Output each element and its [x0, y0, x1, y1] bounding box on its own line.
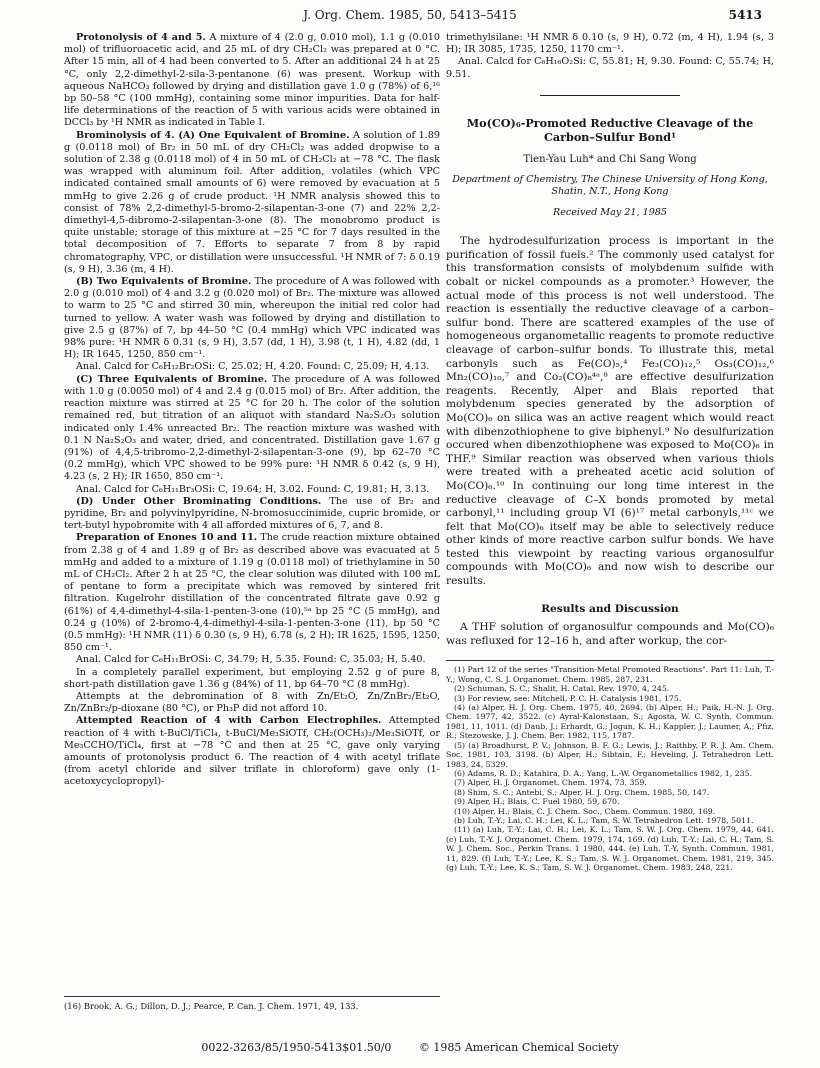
left-paragraph: (B) Two Equivalents of Bromine. The procedure of A was followed with 2.0 g (0.010 mol) of 4 and 3.2 g (0.020 mol) of Br₂. The mixture was allowed to warm to 25 °C and stirred 30 min, whereupon the initial red color had turned to yellow. A water wash was followed by drying and distillation to give 2.5 g (87%) of 7, bp 44–50 °C (0.4 mmHg) which VPC indicated was 98% pure: ¹H NMR δ 0.31 (s, 9 H), 3.57 (dd, 1 H), 3.98 (t, 1 H), 4.82 (dd, 1 H); IR 1645, 1250, 850 cm⁻¹. [64, 276, 440, 361]
page-number: 5413 [728, 8, 762, 22]
footnote: (9) Alper, H.; Blais, C. Fuel 1980, 59, 670. [454, 797, 620, 807]
article-body [446, 235, 774, 648]
footnote: (8) Shim, S. C.; Antebi, S.; Alper, H. J. Org. Chem. 1985, 50, 147. [454, 787, 710, 797]
footnote: (3) For review, see: Mitchell, P. C. H. Catalysis 1981, 175. [454, 693, 682, 703]
left-column [64, 32, 440, 789]
left-paragraph: Protonolysis of 4 and 5. A mixture of 4 (2.0 g, 0.010 mol), 1.1 g (0.010 mol) of trifluoroacetic acid, and 25 mL of dry CH₂Cl₂ was prepared at 0 °C. After 15 min, all of 4 had been converted to 5. After an additional 24 h at 25 °C, only 2,2-dimethyl-2-sila-3-pentanone (6) was present. Workup with aqueous NaHCO₃ followed by drying and distillation gave 1.0 g (78%) of 6,¹⁶ bp 50–58 °C (100 mmHg), containing some minor impurities. Data for half-life determinations of the reaction of 5 with various acids were obtained in DCCl₃ by ¹H NMR as indicated in Table I. [64, 32, 441, 129]
issn-code: 0022-3263/85/1950-5413$01.50/0 [201, 1041, 392, 1054]
right-column [446, 32, 774, 872]
footnote-divider [446, 660, 774, 661]
journal-citation: J. Org. Chem. 1985, 50, 5413–5415 [303, 8, 517, 22]
left-paragraph: (D) Under Other Brominating Conditions. The use of Br₂ and pyridine, Br₂ and polyvinylpyridine, N-bromosuccinimide, cupric bromide, or tert-butyl hypobromite with 4 all afforded mixtures of 6, 7, and 8. [64, 495, 440, 532]
page-header [0, 8, 820, 28]
section-divider [540, 95, 680, 96]
footnote: (4) (a) Alper, H. J. Org. Chem. 1975, 40, 2694. (b) Alper, H.; Paik, H.-N. J. Org. Chem. 1977, 42, 3522. (c) Ayral-Kalonstaan, S.; Agosta, W. C. Synth. Commun. 1981, 11, 1011. (d) Daub, J.; Erhardt, G.; Jogun, K. H.; Kappler, J.; Laumer, A.; Pfiz, R.; Stezowske, J. J. Chem. Ber. 1982, 115, 1787. [446, 703, 774, 741]
article-affiliation: Department of Chemistry, The Chinese University of Hong Kong, Shatin, N.T., Hong Kong [452, 174, 768, 198]
left-paragraph: Attempted Reaction of 4 with Carbon Electrophiles. Attempted reaction of 4 with t-BuCl/TiCl₄, t-BuCl/Me₃SiOTf, CH₂(OCH₃)₂/Me₃SiOTf, or Me₃CCHO/TiCl₄, first at −78 °C and then at 25 °C, gave only varying amounts of protonolysis product 6. The reaction of 4 with acetyl triflate (from acetyl chloride and silver triflate in chloroform) gave only (1-acetoxycyclopropyl)- [64, 715, 440, 788]
footnote: (5) (a) Broadhurst, P. V.; Johnson, B. F. G.; Lewis, J.; Raithby, P. R. J. Am. Chem. Soc. 1981, 103, 3198. (b) Alper, H.; Sibtain, F.; Heveling, J. Tetrahedron Lett. 1983, 24, 5329. [446, 740, 774, 769]
left-paragraph: Anal. Calcd for C₆H₁₁BrOSi: C, 34.79; H, 5.35. Found: C, 35.03; H, 5.40. [76, 654, 426, 666]
left-paragraph: (C) Three Equivalents of Bromine. The procedure of A was followed with 1.0 g (0.0050 mol) of 4 and 2.4 g (0.015 mol) of Br₂. After addition, the reaction mixture was stirred at 25 °C for 20 h. The color of the solution remained red, but titration of an aliquot with standard Na₂S₂O₃ solution indicated only 1.4% unreacted Br₂. The reaction mixture was washed with 0.1 N Na₂S₂O₃ and water, dried, and concentrated. Distillation gave 1.67 g (91%) of 4,4,5-tribromo-2,2-dimethyl-2-silapentan-3-one (9), bp 62–70 °C (0.2 mmHg), which VPC showed to be 99% pure: ¹H NMR δ 0.42 (s, 9 H), 4.23 (s, 2 H); IR 1650, 850 cm⁻¹. [64, 373, 440, 483]
results-paragraph: A THF solution of organosulfur compounds and Mo(CO)₆ was refluxed for 12–16 h, and after workup, the cor- [446, 621, 774, 647]
article-authors: Tien-Yau Luh* and Chi Sang Wong [523, 153, 697, 165]
footnote: (1) Part 12 of the series "Transition-Metal Promoted Reactions". Part 11: Luh, T.-Y.; Wong, C. S. J. Organomet. Chem. 1985, 287, 231. [446, 665, 774, 684]
intro-paragraph: The hydrodesulfurization process is important in the purification of fossil fuels.² The commonly used catalyst for this transformation consists of molybdenum sulfide with cobalt or nickel compounds as a promoter.³ However, the actual mode of this process is not well understood. The reaction is essentially the reductive cleavage of a carbon–sulfur bond. There are scattered examples of the use of homogeneous organometallic reagents to promote reductive cleavage of carbon–sulfur bonds. To illustrate this, metal carbonyls such as Fe(CO)₅,⁴ Fe₃(CO)₁₂,⁵ Os₃(CO)₁₂,⁶ Mn₂(CO)₁₀,⁷ and Co₂(CO)₈⁴ᵃ,⁸ are effective desulfurization reagents. Recently, Alper and Blais reported that molybdenum species generated by the adsorption of Mo(CO)₆ on silica was an active reagent which would react with dibenzothiophene to give biphenyl.⁹ No desulfurization occured when dibenzothiophene was exposed to Mo(CO)₆ in THF.⁹ Similar reaction was observed when various thiols were treated with a preheated acetic acid solution of Mo(CO)₆.¹⁰ In continuing our long time interest in the reductive cleavage of C–X bonds promoted by metal carbonyl,¹¹ including group VI (6)¹⁷ metal carbonyls,¹¹ᶜ we felt that Mo(CO)₆ itself may be able to selectively reduce other kinds of more reactive carbon sulfur bonds. We have tested this viewpoint by reacting various organosulfur compounds with Mo(CO)₆ and now wish to describe our results. [446, 235, 774, 588]
section-heading: Results and Discussion [541, 602, 679, 615]
footnote: (7) Alper, H. J. Organomet. Chem. 1974, 73, 359. [454, 778, 647, 788]
footnotes [446, 665, 774, 872]
footnote: (11) (a) Luh, T.-Y.; Lai, C. H.; Lei, K. L.; Tam, S. W. J. Org. Chem. 1979, 44, 641. (c) Luh, T.-Y. J. Organomet. Chem. 1979, 174, 169. (d) Luh, T.-Y.; Lai, C. H.; Tam, S. W. J. Chem. Soc., Perkin Trans. 1 1980, 444. (e) Luh, T.-Y. Synth. Commun. 1981, 11, 829. (f) Luh, T.-Y.; Lee, K. S.; Tam, S. W. J. Organomet. Chem. 1981, 219, 345. (g) Luh, T.-Y.; Lee, K. S.; Tam, S. W. J. Organomet. Chem. 1983, 248, 221. [446, 825, 774, 872]
analysis-text: Anal. Calcd for C₆H₁₆O₂Si: C, 55.81; H, 9.30. Found: C, 55.74; H, 9.51. [446, 56, 774, 80]
left-paragraph: Preparation of Enones 10 and 11. The crude reaction mixture obtained from 2.38 g of 4 and 1.89 g of Br₂ as described above was evacuated at 5 mmHg and added to a mixture of 1.19 g (0.0118 mol) of triethylamine in 50 mL of CH₂Cl₂. After 2 h at 25 °C, the clear solution was diluted with 100 mL of pentane to form a precipitate which was removed by sintered frit filtration. Kugelrohr distillation of the concentrated filtrate gave 0.92 g (61%) of 4,4-dimethyl-4-sila-1-penten-3-one (10),⁵ᵃ bp 25 °C (5 mmHg), and 0.24 g (10%) of 2-bromo-4,4-dimethyl-4-sila-1-penten-3-one (11), bp 50 °C (0.5 mmHg): ¹H NMR (11) δ 0.30 (s, 9 H), 6.78 (s, 2 H); IR 1625, 1595, 1250, 850 cm⁻¹. [64, 532, 440, 654]
left-paragraph: Brominolysis of 4. (A) One Equivalent of Bromine. A solution of 1.89 g (0.0118 mol) of Br₂ in 50 mL of dry CH₂Cl₂ was added dropwise to a solution of 2.38 g (0.0118 mol) of 4 in 50 mL of CH₂Cl₂ at −78 °C. The flask was wrapped with aluminum foil. After addition, volatiles (which VPC indicated contained small amounts of 6) were removed by evacuation at 5 mmHg to give 2.26 g of crude product. ¹H NMR analysis showed this to consist of 78% 2,2-dimethyl-5-bromo-2-silapentan-3-one (7) and 22% 2,2-dimethyl-4,5-dibromo-2-silapentan-3-one (8). The monobromo product is quite unstable; storage of this mixture at −25 °C for 7 days resulted in the total decomposition of 7. Efforts to separate 7 from 8 by rapid chromatography, VPC, or distillation were unsuccessful. ¹H NMR of 7: δ 0.19 (s, 9 H), 3.36 (m, 4 H). [64, 129, 440, 275]
copyright: © 1985 American Chemical Society [418, 1041, 619, 1054]
left-footnote: (16) Brook, A. G.; Dillon, D. J.; Pearce, P. Can. J. Chem. 1971, 49, 133. [64, 996, 440, 1011]
left-paragraph: Anal. Calcd for C₆H₁₁Br₃OSi: C, 19.64; H, 3.02. Found: C, 19.81; H, 3.13. [76, 483, 430, 495]
left-paragraph: In a completely parallel experiment, but employing 2.52 g of pure 8, short-path distillation gave 1.36 g (84%) of 11, bp 64–70 °C (8 mmHg). [64, 666, 440, 690]
continued-text: trimethylsilane: ¹H NMR δ 0.10 (s, 9 H), 0.72 (m, 4 H), 1.94 (s, 3 H); IR 3085, 1735, 1250, 1170 cm⁻¹. [446, 32, 774, 56]
page-footer [0, 1041, 820, 1054]
footnote: (b) Luh, T.-Y.; Lai, C. H.; Lei, K. L.; Tam, S. W. Tetrahedron Lett. 1978, 5011. [454, 815, 754, 825]
left-paragraph: Anal. Calcd for C₆H₁₂Br₂OSi: C, 25.02; H, 4.20. Found: C, 25.09; H, 4.13. [76, 361, 430, 373]
received-date: Received May 21, 1985 [552, 207, 668, 219]
footnote: (6) Adams, R. D.; Katahira, D. A.; Yang, L.-W. Organometallics 1982, 1, 235. [454, 768, 753, 778]
footnote: (2) Schuman, S. C.; Shalit, H. Catal. Rev. 1970, 4, 245. [454, 684, 670, 694]
footnote: (10) Alper, H.; Blais, C. J. Chem. Soc., Chem. Commun. 1980, 169. [454, 806, 716, 816]
article-title: Mo(CO)₆-Promoted Reductive Cleavage of the Carbon–Sulfur Bond¹ [466, 115, 754, 144]
left-paragraph: Attempts at the debromination of 8 with Zn/Et₂O, Zn/ZnBr₂/Et₂O, Zn/ZnBr₂/p-dioxane (80 °C), or Ph₃P did not afford 10. [64, 690, 440, 715]
